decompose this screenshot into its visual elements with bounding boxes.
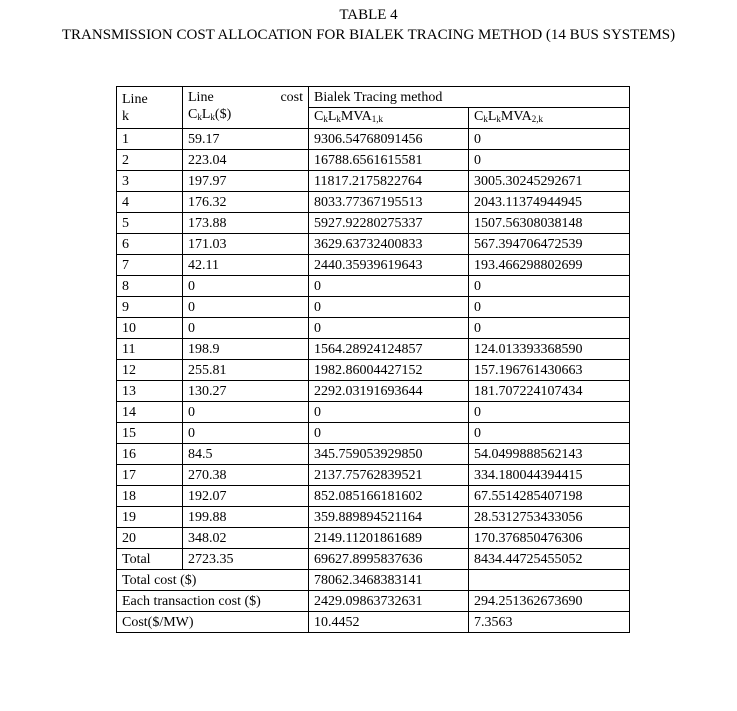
mva1-value: 852.085166181602 xyxy=(309,486,469,507)
mva1-value: 0 xyxy=(309,402,469,423)
mva1-value: 3629.63732400833 xyxy=(309,234,469,255)
mva1-value: 0 xyxy=(309,297,469,318)
line-cost: 59.17 xyxy=(183,129,309,150)
cost-per-mw-mva1: 10.4452 xyxy=(309,612,469,633)
line-number: 18 xyxy=(117,486,183,507)
line-number: 14 xyxy=(117,402,183,423)
line-cost: 171.03 xyxy=(183,234,309,255)
mva1-value: 0 xyxy=(309,276,469,297)
table-row xyxy=(117,255,630,276)
line-cost: 197.97 xyxy=(183,171,309,192)
mva2-value: 0 xyxy=(469,402,630,423)
line-cost: 192.07 xyxy=(183,486,309,507)
line-number: 12 xyxy=(117,360,183,381)
line-number: 5 xyxy=(117,213,183,234)
mva1-value: 5927.92280275337 xyxy=(309,213,469,234)
line-number: 16 xyxy=(117,444,183,465)
table-row xyxy=(117,276,630,297)
table-number: TABLE 4 xyxy=(339,7,398,23)
mva2-value: 567.394706472539 xyxy=(469,234,630,255)
line-cost: 84.5 xyxy=(183,444,309,465)
line-number: 15 xyxy=(117,423,183,444)
total-cost-row xyxy=(117,570,630,591)
header-cost-line-word: Line xyxy=(188,90,214,105)
table-row xyxy=(117,213,630,234)
line-cost: 0 xyxy=(183,402,309,423)
each-transaction-mva1: 2429.09863732631 xyxy=(309,591,469,612)
line-cost: 0 xyxy=(183,318,309,339)
mva2-value: 2043.11374944945 xyxy=(469,192,630,213)
header-mva1: $C_kL_kMVA_{1,k}$ xyxy=(309,108,469,129)
line-cost: 270.38 xyxy=(183,465,309,486)
line-number: 6 xyxy=(117,234,183,255)
mva1-value: 2149.11201861689 xyxy=(309,528,469,549)
mva2-value: 124.013393368590 xyxy=(469,339,630,360)
table-row xyxy=(117,444,630,465)
line-number: 8 xyxy=(117,276,183,297)
line-cost: 0 xyxy=(183,276,309,297)
header-line-word: Line xyxy=(122,91,148,107)
line-number: 4 xyxy=(117,192,183,213)
mva2-value: 1507.56308038148 xyxy=(469,213,630,234)
mva2-value: 157.196761430663 xyxy=(469,360,630,381)
each-transaction-label: Each transaction cost ($) xyxy=(117,591,309,612)
mva1-value: 2440.35939619643 xyxy=(309,255,469,276)
line-number: 17 xyxy=(117,465,183,486)
mva1-value: 359.889894521164 xyxy=(309,507,469,528)
mva2-value: 193.466298802699 xyxy=(469,255,630,276)
mva1-value: 345.759053929850 xyxy=(309,444,469,465)
line-number: 2 xyxy=(117,150,183,171)
mva2-value: 0 xyxy=(469,423,630,444)
total-label: Total xyxy=(117,549,183,570)
mva1-value: 8033.77367195513 xyxy=(309,192,469,213)
line-cost: 223.04 xyxy=(183,150,309,171)
line-cost: 176.32 xyxy=(183,192,309,213)
total-cost-value: 78062.3468383141 xyxy=(309,570,469,591)
mva1-value: 1564.28924124857 xyxy=(309,339,469,360)
header-mva2: $C_kL_kMVA_{2,k}$ xyxy=(469,108,630,129)
table-row xyxy=(117,402,630,423)
table-row xyxy=(117,465,630,486)
mva2-value: 54.0499888562143 xyxy=(469,444,630,465)
mva2-value: 0 xyxy=(469,276,630,297)
table-row xyxy=(117,129,630,150)
line-cost: 348.02 xyxy=(183,528,309,549)
table-row xyxy=(117,234,630,255)
each-transaction-mva2: 294.251362673690 xyxy=(469,591,630,612)
header-line-k xyxy=(117,87,183,129)
line-cost: 198.9 xyxy=(183,339,309,360)
line-cost: 0 xyxy=(183,423,309,444)
mva2-value: 28.5312753433056 xyxy=(469,507,630,528)
total-mva2: 8434.44725455052 xyxy=(469,549,630,570)
each-transaction-row xyxy=(117,591,630,612)
cost-per-mw-mva2: 7.3563 xyxy=(469,612,630,633)
cost-per-mw-row xyxy=(117,612,630,633)
total-cost-label: Total cost ($) xyxy=(117,570,309,591)
header-row-1 xyxy=(117,87,630,108)
mva2-value: 181.707224107434 xyxy=(469,381,630,402)
table-row xyxy=(117,150,630,171)
line-number: 7 xyxy=(117,255,183,276)
cost-per-mw-label: Cost($/MW) xyxy=(117,612,309,633)
line-number: 10 xyxy=(117,318,183,339)
line-number: 13 xyxy=(117,381,183,402)
table-row xyxy=(117,486,630,507)
mva2-value: 0 xyxy=(469,297,630,318)
table-row xyxy=(117,423,630,444)
mva1-value: 2292.03191693644 xyxy=(309,381,469,402)
mva2-value: 3005.30245292671 xyxy=(469,171,630,192)
header-line-cost xyxy=(183,87,309,129)
line-cost: 42.11 xyxy=(183,255,309,276)
mva1-value: 9306.54768091456 xyxy=(309,129,469,150)
cost-allocation-table xyxy=(116,86,630,633)
line-cost: 173.88 xyxy=(183,213,309,234)
header-k: k xyxy=(122,108,129,124)
line-cost: 255.81 xyxy=(183,360,309,381)
line-number: 20 xyxy=(117,528,183,549)
header-cost-word: cost xyxy=(280,90,303,105)
header-cost-formula: $C_kL_k(\$)$ xyxy=(188,107,232,122)
line-cost: 199.88 xyxy=(183,507,309,528)
mva1-value: 11817.2175822764 xyxy=(309,171,469,192)
mva2-value: 67.5514285407198 xyxy=(469,486,630,507)
total-cost: 2723.35 xyxy=(183,549,309,570)
line-number: 3 xyxy=(117,171,183,192)
mva2-value: 0 xyxy=(469,150,630,171)
line-number: 1 xyxy=(117,129,183,150)
total-cost-empty xyxy=(469,570,630,591)
line-number: 9 xyxy=(117,297,183,318)
table-row xyxy=(117,507,630,528)
mva1-value: 1982.86004427152 xyxy=(309,360,469,381)
table-row xyxy=(117,360,630,381)
line-number: 11 xyxy=(117,339,183,360)
total-mva1: 69627.8995837636 xyxy=(309,549,469,570)
total-row xyxy=(117,549,630,570)
table-row xyxy=(117,297,630,318)
mva1-value: 0 xyxy=(309,423,469,444)
mva2-value: 0 xyxy=(469,129,630,150)
line-cost: 0 xyxy=(183,297,309,318)
table-row xyxy=(117,318,630,339)
table-row xyxy=(117,381,630,402)
mva1-value: 16788.6561615581 xyxy=(309,150,469,171)
header-method: Bialek Tracing method xyxy=(309,87,630,108)
table-row xyxy=(117,528,630,549)
table-title: TRANSMISSION COST ALLOCATION FOR BIALEK TRACING METHOD (14 BUS SYSTEMS) xyxy=(61,27,676,43)
mva2-value: 170.376850476306 xyxy=(469,528,630,549)
line-cost: 130.27 xyxy=(183,381,309,402)
mva2-value: 334.180044394415 xyxy=(469,465,630,486)
line-number: 19 xyxy=(117,507,183,528)
mva1-value: 2137.75762839521 xyxy=(309,465,469,486)
mva1-value: 0 xyxy=(309,318,469,339)
table-row xyxy=(117,171,630,192)
table-row xyxy=(117,339,630,360)
mva2-value: 0 xyxy=(469,318,630,339)
table-row xyxy=(117,192,630,213)
